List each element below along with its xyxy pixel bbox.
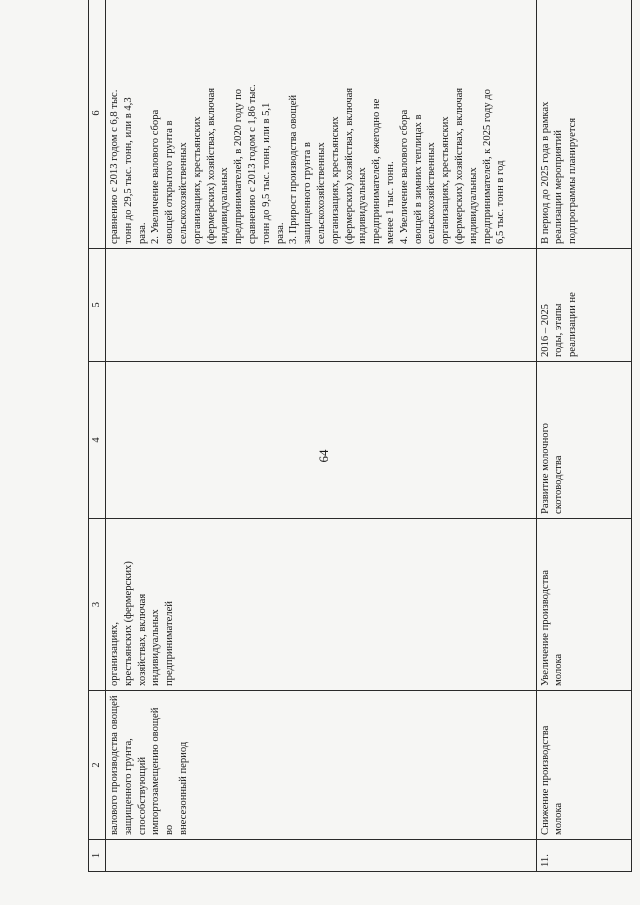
cell-number: 11. bbox=[536, 840, 631, 872]
cell-problem: Снижение производства молока bbox=[536, 691, 631, 840]
column-header-3: 3 bbox=[89, 519, 106, 691]
header-row bbox=[89, 0, 106, 872]
program-table bbox=[88, 0, 632, 872]
column-header-2: 2 bbox=[89, 691, 106, 840]
rotated-table-container bbox=[88, 32, 632, 872]
table-row bbox=[536, 0, 631, 872]
cell-results: В период до 2025 года в рамках реализации мероприятий подпрограммы планируется bbox=[536, 0, 631, 249]
cell-period: 2016 – 2025 годы, этапы реализации не bbox=[536, 249, 631, 362]
column-header-1: 1 bbox=[89, 840, 106, 872]
cell-goal: организациях, крестьянских (фермерских) хозяйствах, включая индивидуальных предпринимателей bbox=[106, 519, 537, 691]
cell-goal: Увеличение производства молока bbox=[536, 519, 631, 691]
cell-subprogram bbox=[106, 362, 537, 519]
cell-problem: валового производства овощей защищенного грунта, способствующий импортозамещению овощей во внесезонный период bbox=[106, 691, 537, 840]
column-header-4: 4 bbox=[89, 362, 106, 519]
column-header-5: 5 bbox=[89, 249, 106, 362]
cell-number bbox=[106, 840, 537, 872]
column-header-6: 6 bbox=[89, 0, 106, 249]
cell-results: сравнению с 2013 годом с 6,8 тыс. тонн до 29,5 тыс. тонн, или в 4,3 раза. 2. Увеличение валового сбора овощей открытого грунта в сельскохозяйственных организациях, крестьянских (фермерских) хозяйствах, включая индивидуальных предпринимателей, в 2020 году по сравнению с 2013 годом с 1,86 тыс. тонн до 9,5 тыс. тонн, или в 5,1 раза. 3. Прирост производства овощей защищенного грунта в сельскохозяйственных организациях, крестьянских (фермерских) хозяйствах, включая индивидуальных предпринимателей, ежегодно не менее 1 тыс. тонн. 4. Увеличение валового сбора овощей в зимних теплицах в сельскохозяйственных организациях, крестьянских (фермерских) хозяйствах, включая индивидуальных предпринимателей, к 2025 году до 6,5 тыс. тонн в год bbox=[106, 0, 537, 249]
cell-subprogram: Развитие молочного скотоводства bbox=[536, 362, 631, 519]
table-row bbox=[106, 0, 537, 872]
page-number: 64 bbox=[316, 449, 331, 463]
cell-period bbox=[106, 249, 537, 362]
